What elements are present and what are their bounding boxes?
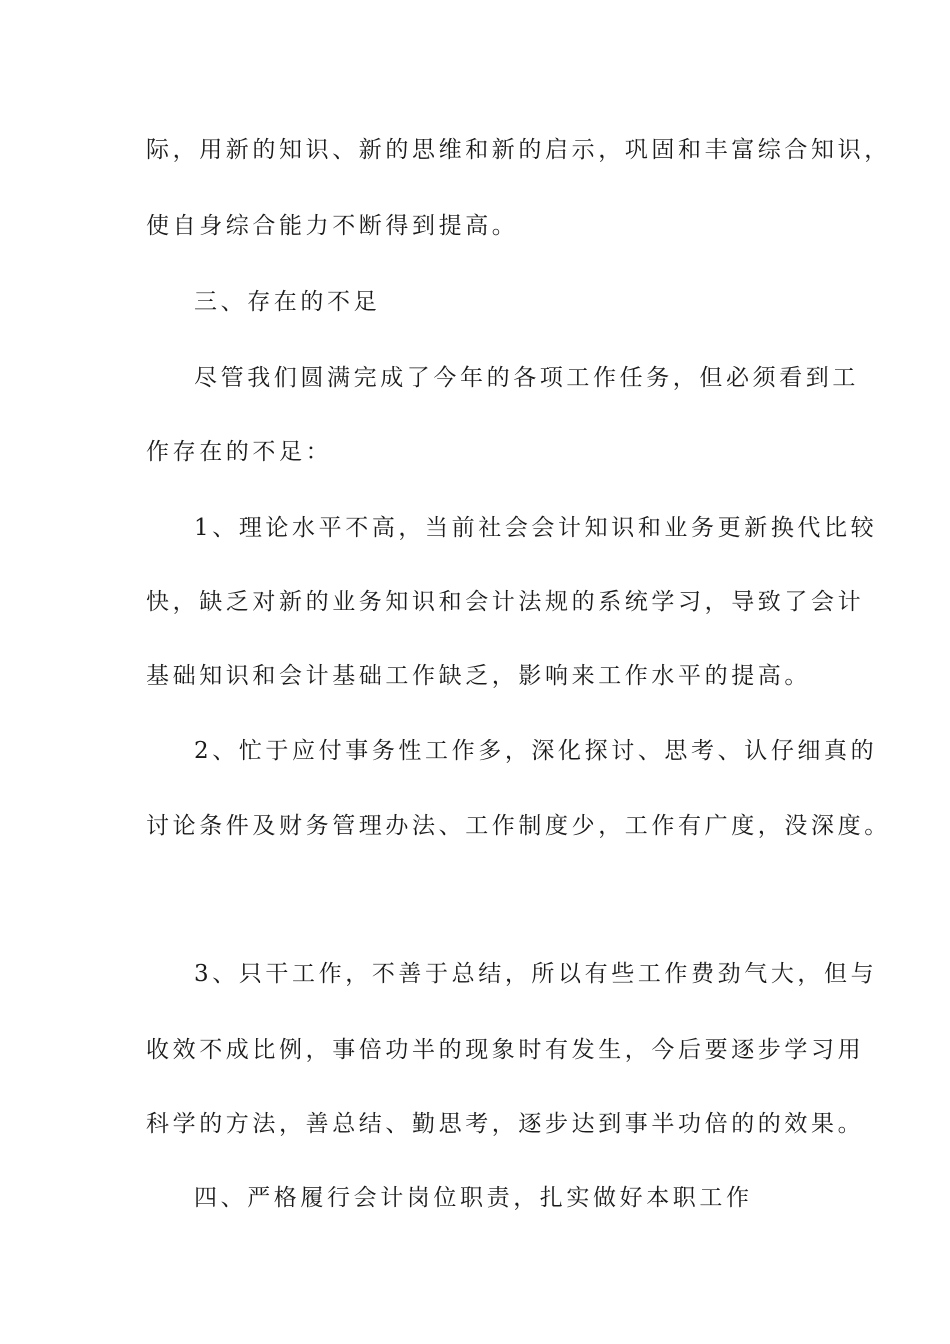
- list-item-3-line-2: 收效不成比例，事倍功半的现象时有发生，今后要逐步学习用: [146, 1037, 865, 1063]
- list-item-1-line-1: 1、理论水平不高，当前社会会计知识和业务更新换代比较: [194, 515, 878, 541]
- section-heading-3: 三、存在的不足: [194, 289, 381, 315]
- list-item-3-line-1: 3、只干工作，不善于总结，所以有些工作费劲气大，但与: [194, 961, 878, 987]
- text-line-4: 尽管我们圆满完成了今年的各项工作任务，但必须看到工: [194, 365, 859, 391]
- text-line-1: 际，用新的知识、新的思维和新的启示，巩固和丰富综合知识，: [146, 137, 891, 163]
- text-line-5: 作存在的不足：: [146, 439, 333, 465]
- list-item-1-line-3: 基础知识和会计基础工作缺乏，影响来工作水平的提高。: [146, 663, 811, 689]
- section-heading-4: 四、严格履行会计岗位职责，扎实做好本职工作: [194, 1185, 753, 1211]
- list-item-1-line-2: 快，缺乏对新的业务知识和会计法规的系统学习，导致了会计: [146, 589, 865, 615]
- list-item-2-line-1: 2、忙于应付事务性工作多，深化探讨、思考、认仔细真的: [194, 738, 878, 764]
- text-line-2: 使自身综合能力不断得到提高。: [146, 213, 519, 239]
- list-item-3-line-3: 科学的方法，善总结、勤思考，逐步达到事半功倍的的效果。: [146, 1111, 865, 1137]
- list-item-2-line-2: 讨论条件及财务管理办法、工作制度少，工作有广度，没深度。: [146, 813, 891, 839]
